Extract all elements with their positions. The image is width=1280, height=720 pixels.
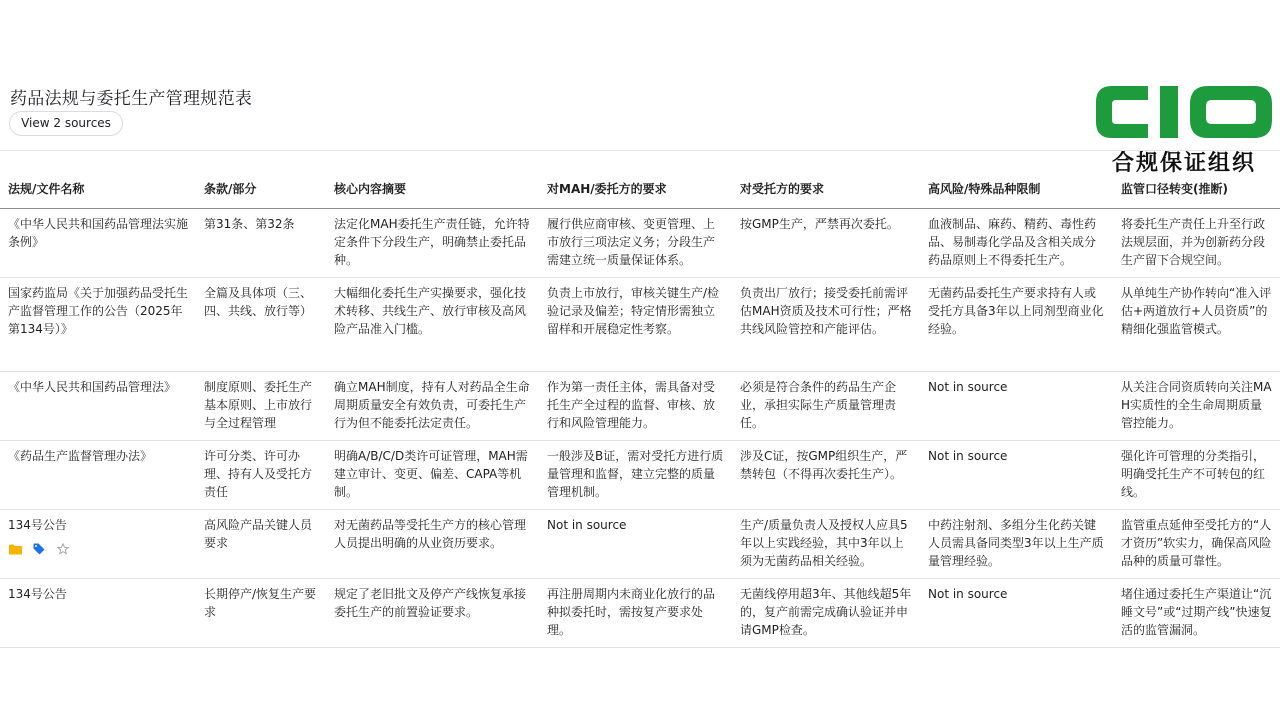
table-cell: 134号公告	[0, 579, 196, 648]
table-cell: 按GMP生产，严禁再次委托。	[732, 209, 920, 278]
table-cell: 监管重点延伸至受托方的“人才资历”软实力，确保高风险品种的质量可靠性。	[1113, 510, 1280, 579]
table-cell: 涉及C证，按GMP组织生产，严禁转包（不得再次委托生产）。	[732, 441, 920, 510]
table-cell: 生产/质量负责人及授权人应具5年以上实践经验，其中3年以上须为无菌药品相关经验。	[732, 510, 920, 579]
tag-icon[interactable]	[32, 542, 46, 556]
table-cell: 全篇及具体项（三、四、共线、放行等）	[196, 278, 326, 372]
table-cell: Not in source	[920, 579, 1113, 648]
star-icon[interactable]	[56, 542, 70, 556]
folder-icon[interactable]	[8, 542, 22, 556]
logo-caption: 合规保证组织	[1111, 151, 1256, 176]
table-row	[0, 278, 1280, 372]
table-cell: 血液制品、麻药、精药、毒性药品、易制毒化学品及含相关成分药品原则上不得委托生产。	[920, 209, 1113, 278]
table-row	[0, 209, 1280, 278]
table-cell: 规定了老旧批文及停产产线恢复承接委托生产的前置验证要求。	[326, 579, 539, 648]
table-cell: 明确A/B/C/D类许可证管理，MAH需建立审计、变更、偏差、CAPA等机制。	[326, 441, 539, 510]
table-cell: 长期停产/恢复生产要求	[196, 579, 326, 648]
table-cell: 《中华人民共和国药品管理法》	[0, 372, 196, 441]
table-cell: Not in source	[539, 510, 732, 579]
header-divider	[0, 150, 1280, 151]
table-row	[0, 510, 1280, 579]
table-cell: 强化许可管理的分类指引，明确受托生产不可转包的红线。	[1113, 441, 1280, 510]
table-cell: 国家药监局《关于加强药品受托生产监督管理工作的公告（2025年第134号）》	[0, 278, 196, 372]
header-regulatory-shift: 监管口径转变(推断)	[1113, 174, 1280, 209]
table-row	[0, 441, 1280, 510]
table-cell: 必须是符合条件的药品生产企业，承担实际生产质量管理责任。	[732, 372, 920, 441]
table-cell: 第31条、第32条	[196, 209, 326, 278]
header-document-name: 法规/文件名称	[0, 174, 196, 209]
view-sources-button[interactable]: View 2 sources	[9, 111, 123, 136]
table-row	[0, 579, 1280, 648]
table-cell: 再注册周期内未商业化放行的品种拟委托时，需按复产要求处理。	[539, 579, 732, 648]
table-cell: 无菌药品委托生产要求持有人或受托方具备3年以上同剂型商业化经验。	[920, 278, 1113, 372]
table-cell: 堵住通过委托生产渠道让“沉睡文号”或“过期产线”快速复活的监管漏洞。	[1113, 579, 1280, 648]
table-cell: 大幅细化委托生产实操要求，强化技术转移、共线生产、放行审核及高风险产品准入门槛。	[326, 278, 539, 372]
page-title: 药品法规与委托生产管理规范表	[10, 89, 253, 109]
table-cell: 对无菌药品等受托生产方的核心管理人员提出明确的从业资历要求。	[326, 510, 539, 579]
table-cell: Not in source	[920, 441, 1113, 510]
table-cell: 从关注合同资质转向关注MAH实质性的全生命周期质量管控能力。	[1113, 372, 1280, 441]
regulation-table	[0, 174, 1280, 648]
table-cell: 确立MAH制度，持有人对药品全生命周期质量安全有效负责，可委托生产行为但不能委托法定责任。	[326, 372, 539, 441]
table-cell: 高风险产品关键人员要求	[196, 510, 326, 579]
table-cell	[0, 510, 196, 579]
header-clause: 条款/部分	[196, 174, 326, 209]
table-cell: Not in source	[920, 372, 1113, 441]
table-cell: 法定化MAH委托生产责任链，允许特定条件下分段生产，明确禁止委托品种。	[326, 209, 539, 278]
cio-logo-mark	[1090, 80, 1278, 144]
table-cell: 许可分类、许可办理、持有人及受托方责任	[196, 441, 326, 510]
table-cell: 《药品生产监督管理办法》	[0, 441, 196, 510]
header-summary: 核心内容摘要	[326, 174, 539, 209]
table-cell: 无菌线停用超3年、其他线超5年的，复产前需完成确认验证并申请GMP检查。	[732, 579, 920, 648]
table-cell: 负责上市放行，审核关键生产/检验记录及偏差；特定情形需独立留样和开展稳定性考察。	[539, 278, 732, 372]
cell-text: 134号公告	[8, 518, 67, 532]
table-row	[0, 372, 1280, 441]
table-cell: 制度原则、委托生产基本原则、上市放行与全过程管理	[196, 372, 326, 441]
table-cell: 中药注射剂、多组分生化药关键人员需具备同类型3年以上生产质量管理经验。	[920, 510, 1113, 579]
table-cell: 履行供应商审核、变更管理、上市放行三项法定义务；分段生产需建立统一质量保证体系。	[539, 209, 732, 278]
table-header-row	[0, 174, 1280, 209]
table-cell: 负责出厂放行；接受委托前需评估MAH资质及技术可行性；严格共线风险管控和产能评估。	[732, 278, 920, 372]
header-contractor-requirements: 对受托方的要求	[732, 174, 920, 209]
table-cell: 从单纯生产协作转向“准入评估+两道放行+人员资质”的精细化强监管模式。	[1113, 278, 1280, 372]
row-actions	[8, 542, 188, 556]
header-high-risk-restrictions: 高风险/特殊品种限制	[920, 174, 1113, 209]
table-cell: 将委托生产责任上升至行政法规层面，并为创新药分段生产留下合规空间。	[1113, 209, 1280, 278]
header-mah-requirements: 对MAH/委托方的要求	[539, 174, 732, 209]
table-cell: 一般涉及B证，需对受托方进行质量管理和监督，建立完整的质量管理机制。	[539, 441, 732, 510]
table-cell: 《中华人民共和国药品管理法实施条例》	[0, 209, 196, 278]
table-cell: 作为第一责任主体，需具备对受托生产全过程的监督、审核、放行和风险管理能力。	[539, 372, 732, 441]
